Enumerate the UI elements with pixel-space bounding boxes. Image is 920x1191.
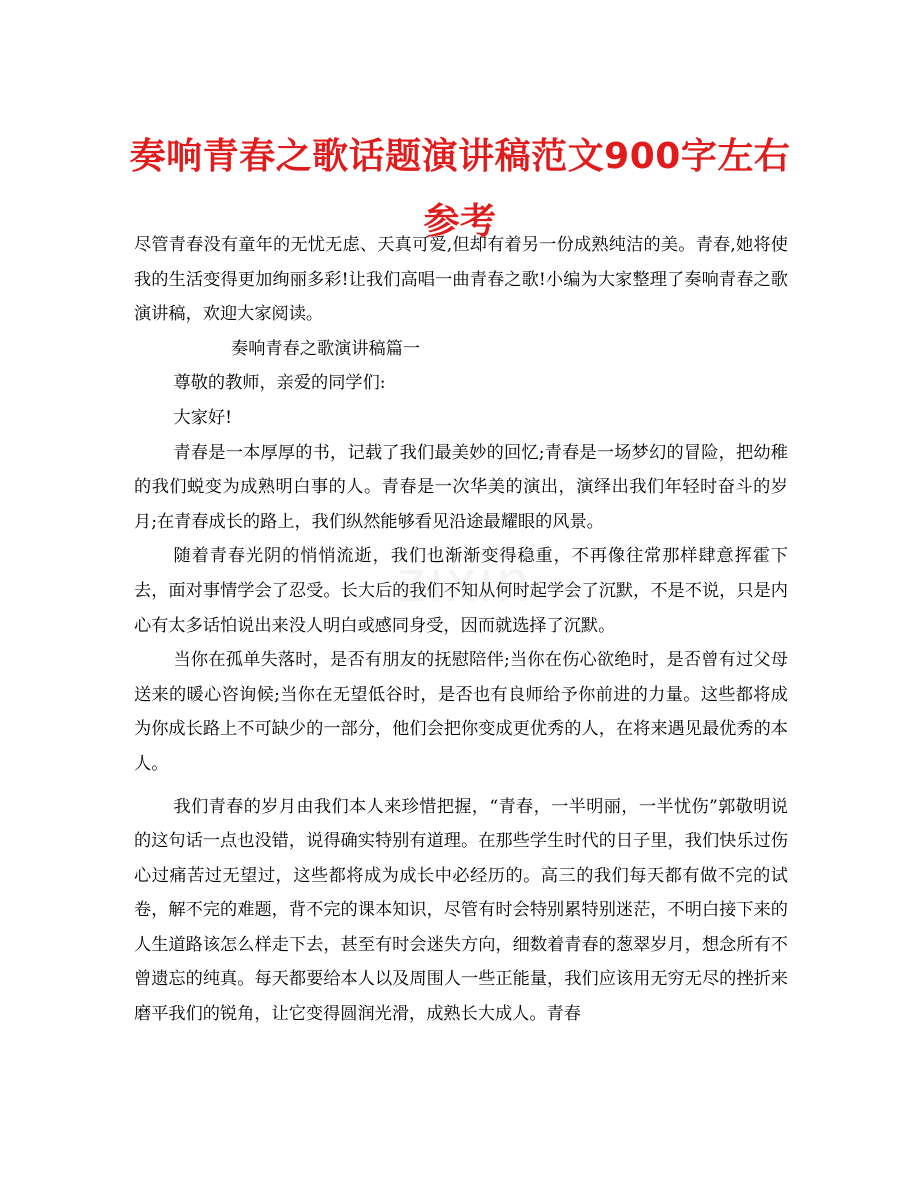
document-body [134,228,788,1032]
body-paragraph-2: 随着青春光阴的悄悄流逝，我们也渐渐变得稳重，不再像往常那样肆意挥霍下去，面对事情学会了忍受。长大后的我们不知从何时起学会了沉默，不是不说，只是内心有太多话怕说出来没人明白或感同身受，因而就选择了沉默。 [134,546,788,636]
document-title-line-2: 参考 [423,201,497,242]
body-paragraph-1: 青春是一本厚厚的书，记载了我们最美妙的回忆;青春是一场梦幻的冒险，把幼稚的我们蜕变为成熟明白事的人。青春是一次华美的演出，演绎出我们年轻时奋斗的岁月;在青春成长的路上，我们纵然能够看见沿途最耀眼的风景。 [134,442,788,532]
document-title-line-1: 奏响青春之歌话题演讲稿范文900字左右 [129,136,791,177]
intro-paragraph: 尽管青春没有童年的无忧无虑、天真可爱,但却有着另一份成熟纯洁的美。青春,她将使我的生活变得更加绚丽多彩!让我们高唱一曲青春之歌!小编为大家整理了奏响青春之歌演讲稿，欢迎大家阅读。 [134,235,788,325]
body-paragraph-4: 我们青春的岁月由我们本人来珍惜把握，“青春，一半明丽，一半忧伤”郭敬明说的这句话一点也没错，说得确实特别有道理。在那些学生时代的日子里，我们快乐过伤心过痛苦过无望过，这些都将成为成长中必经历的。高三的我们每天都有做不完的试卷，解不完的难题，背不完的课本知识，尽管有时会特别累特别迷茫，不明白接下来的人生道路该怎么样走下去，甚至有时会迷失方向，细数着青春的葱翠岁月，想念所有不曾遗忘的纯真。每天都要给本人以及周围人一些正能量，我们应该用无穷无尽的挫折来磨平我们的锐角，让它变得圆润光滑，成熟长大成人。青春 [134,796,788,1025]
greeting-line: 尊敬的教师，亲爱的同学们: [173,373,386,394]
section-heading: 奏响青春之歌演讲稿篇一 [231,338,421,359]
hello-line: 大家好! [173,407,233,428]
body-paragraph-3: 当你在孤单失落时，是否有朋友的抚慰陪伴;当你在伤心欲绝时，是否曾有过父母送来的暖心咨询候;当你在无望低谷时，是否也有良师给予你前进的力量。这些都将成为你成长路上不可缺少的一部分，他们会把你变成更优秀的人，在将来遇见最优秀的本人。 [134,650,788,774]
